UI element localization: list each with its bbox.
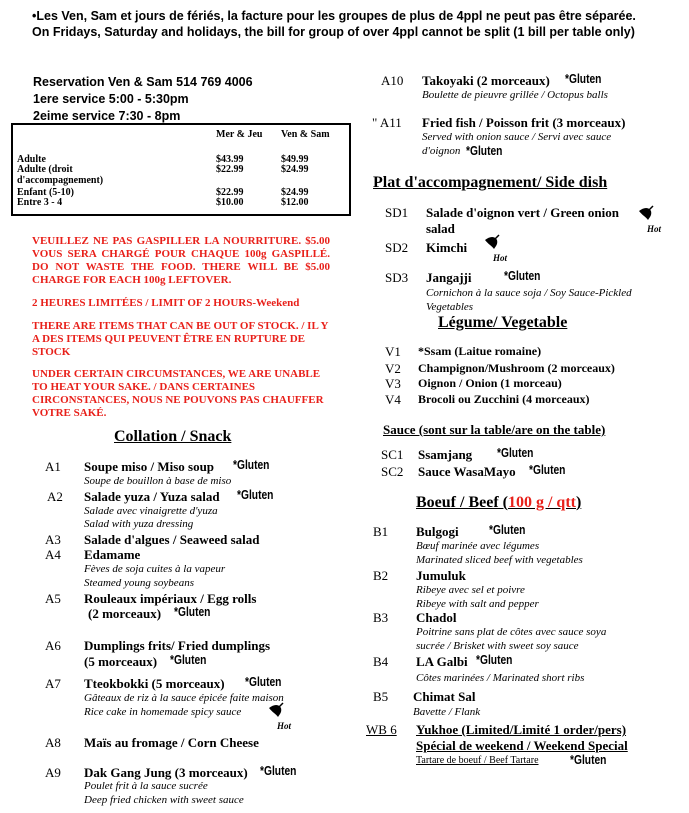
second-service: 2eime service 7:30 - 8pm xyxy=(33,109,181,123)
snack-heading: Collation / Snack xyxy=(114,428,232,445)
item-description: Rice cake in homemade spicy sauce xyxy=(84,706,242,718)
sake-warning: UNDER CERTAIN CIRCUMSTANCES, WE ARE UNABLE TO HEAT YOUR SAKE. / DANS CERTAINES CIRCONSTANCES, NOUS NE POUVONS PAS CHAUFFER VOTRE SAKÉ. xyxy=(32,368,324,419)
item-code: SD1 xyxy=(385,205,409,220)
item-description: Salade avec vinaigrette d'yuza xyxy=(84,505,218,517)
gluten-badge: *Gluten xyxy=(245,675,282,689)
item-name: Soupe miso / Miso soup xyxy=(84,459,215,474)
item-description: Cornichon à la sauce soja / Soy Sauce-Pickled xyxy=(426,287,632,299)
price-row-label: Adulte (droit d'accompagnement) xyxy=(17,164,104,186)
side-dish-heading: Plat d'accompagnement/ Side dish xyxy=(373,174,608,191)
price-value: $24.99 xyxy=(281,187,309,198)
item-name: Salade d'algues / Seaweed salad xyxy=(84,532,260,547)
beef-heading-quantity: 100 g / qtt xyxy=(507,494,576,511)
item-name: Tteokbokki (5 morceaux) xyxy=(84,676,225,691)
item-description: Boulette de pieuvre grillée / Octopus balls xyxy=(422,89,608,101)
gluten-badge: *Gluten xyxy=(504,269,541,283)
item-description: Steamed young soybeans xyxy=(84,577,194,589)
gluten-badge: *Gluten xyxy=(570,753,607,767)
item-description: Ribeye with salt and pepper xyxy=(416,598,539,610)
item-name: Maïs au fromage / Corn Cheese xyxy=(84,735,259,750)
item-code: B3 xyxy=(373,610,389,625)
notice-fr: •Les Ven, Sam et jours de fériés, la facture pour les groupes de plus de 4ppl ne peut pas être séparée. xyxy=(32,9,636,23)
item-description: Salad with yuza dressing xyxy=(84,518,194,530)
hot-label: Hot xyxy=(493,253,508,263)
item-description: Poitrine sans plat de côtes avec sauce soya xyxy=(416,626,607,638)
item-code: A2 xyxy=(47,489,63,504)
item-name: Bulgogi xyxy=(416,524,459,539)
gluten-badge: *Gluten xyxy=(170,653,207,667)
item-description: Fèves de soja cuites à la vapeur xyxy=(84,563,226,575)
item-code: A1 xyxy=(45,459,61,474)
item-name: Rouleaux impériaux / Egg rolls xyxy=(84,591,257,606)
price-value: $49.99 xyxy=(281,154,309,165)
first-service: 1ere service 5:00 - 5:30pm xyxy=(33,92,189,106)
item-description: Gâteaux de riz à la sauce épicée faite maison xyxy=(84,692,284,704)
item-name: Oignon / Onion (1 morceau) xyxy=(418,376,562,390)
sauce-heading: Sauce (sont sur la table/are on the table) xyxy=(383,422,606,437)
item-name: *Ssam (Laitue romaine) xyxy=(418,344,542,358)
notice-en: On Fridays, Saturday and holidays, the bill for group of over 4ppl cannot be split (1 bill per table only) xyxy=(32,25,635,39)
item-description: Marinated sliced beef with vegetables xyxy=(416,554,583,566)
item-name: Takoyaki (2 morceaux) xyxy=(422,73,550,88)
item-name-continued: (2 morceaux) xyxy=(88,606,162,621)
item-name: Brocoli ou Zucchini (4 morceaux) xyxy=(418,392,590,406)
item-description: Tartare de boeuf / Beef Tartare xyxy=(416,755,539,766)
beef-heading xyxy=(416,494,581,512)
reservation-info xyxy=(33,74,253,125)
price-row-label: Adulte xyxy=(17,154,46,165)
item-code: B4 xyxy=(373,654,389,669)
gluten-badge: *Gluten xyxy=(565,72,602,86)
item-description: Soupe de bouillon à base de miso xyxy=(84,475,232,487)
item-description: sucrée / Brisket with sweet soy sauce xyxy=(416,640,579,652)
gluten-badge: *Gluten xyxy=(466,144,503,158)
item-code: A3 xyxy=(45,532,61,547)
item-name: Ssamjang xyxy=(418,447,473,462)
price-value: $43.99 xyxy=(216,154,244,165)
item-description: d'oignon xyxy=(422,145,461,157)
gluten-badge: *Gluten xyxy=(233,458,270,472)
item-code: A8 xyxy=(45,735,61,750)
price-value: $22.99 xyxy=(216,187,244,198)
item-code: A6 xyxy=(45,638,61,653)
item-name: Champignon/Mushroom (2 morceaux) xyxy=(418,361,615,375)
item-name: Fried fish / Poisson frit (3 morceaux) xyxy=(422,115,626,130)
waste-warning: VEUILLEZ NE PAS GASPILLER LA NOURRITURE. $5.00 VOUS SERA CHARGÉ POUR CHAQUE 100g GASPILLÉ. DO NOT WASTE THE FOOD. THERE WILL BE $5.00 CHARGE FOR EACH 100g LEFTOVER. xyxy=(32,235,330,286)
item-code: A9 xyxy=(45,765,61,780)
item-name-continued: (5 morceaux) xyxy=(84,654,158,669)
item-code: B1 xyxy=(373,524,389,539)
price-col-weekend: Ven & Sam xyxy=(281,129,330,140)
gluten-badge: *Gluten xyxy=(489,523,526,537)
item-code: A5 xyxy=(45,591,61,606)
vegetable-heading: Légume/ Vegetable xyxy=(438,314,568,331)
price-col-weekday: Mer & Jeu xyxy=(216,129,263,140)
reservation-phone: Reservation Ven & Sam 514 769 4006 xyxy=(33,75,253,89)
item-description: Poulet frit à la sauce sucrée xyxy=(84,780,208,792)
item-code: SD3 xyxy=(385,270,409,285)
item-name: Yukhoe (Limited/Limité 1 order/pers) xyxy=(416,722,627,737)
beef-heading-text: Boeuf / Beef ( xyxy=(416,494,508,511)
price-table xyxy=(11,123,351,216)
item-code: " A11 xyxy=(372,115,402,130)
item-code: A4 xyxy=(45,547,61,562)
item-name: Jumuluk xyxy=(416,568,466,583)
hot-label: Hot xyxy=(277,721,292,731)
item-name: Dumplings frits/ Fried dumplings xyxy=(84,638,271,653)
price-value: $24.99 xyxy=(281,164,309,175)
item-name: Edamame xyxy=(84,547,141,562)
time-limit-warning: 2 HEURES LIMITÉES / LIMIT OF 2 HOURS-Weekend xyxy=(32,297,300,309)
item-code: V3 xyxy=(385,376,401,391)
item-code: SC2 xyxy=(381,464,404,479)
item-description: Served with onion sauce / Servi avec sauce xyxy=(422,131,612,143)
item-name: Salade yuza / Yuza salad xyxy=(84,489,220,504)
notice xyxy=(32,8,682,40)
item-description: Ribeye avec sel et poivre xyxy=(416,584,525,596)
item-name: Dak Gang Jung (3 morceaux) xyxy=(84,765,248,780)
item-code: B2 xyxy=(373,568,389,583)
price-row-label: Entre 3 - 4 xyxy=(17,197,63,208)
item-code: WB 6 xyxy=(366,722,397,737)
item-description: Bavette / Flank xyxy=(413,706,481,718)
item-description: Bœuf marinée avec légumes xyxy=(416,540,540,552)
price-value: $12.00 xyxy=(281,197,309,208)
price-value: $10.00 xyxy=(216,197,244,208)
item-code: V4 xyxy=(385,392,401,407)
item-code: A10 xyxy=(381,73,404,88)
hot-pepper-icon xyxy=(266,702,296,732)
stock-warning: THERE ARE ITEMS THAT CAN BE OUT OF STOCK. / IL Y A DES ITEMS QUI PEUVENT ÊTRE EN RUPTURE DE STOCK xyxy=(32,320,329,358)
gluten-badge: *Gluten xyxy=(476,653,513,667)
item-name: Chimat Sal xyxy=(413,689,476,704)
item-code: SC1 xyxy=(381,447,404,462)
hot-pepper-icon xyxy=(482,234,512,264)
gluten-badge: *Gluten xyxy=(237,488,274,502)
item-code: B5 xyxy=(373,689,389,704)
item-code: V1 xyxy=(385,344,401,359)
item-name: Sauce WasaMayo xyxy=(418,464,516,479)
item-name: Chadol xyxy=(416,610,457,625)
item-code: V2 xyxy=(385,361,401,376)
hot-label: Hot xyxy=(647,224,662,234)
item-description: Deep fried chicken with sweet sauce xyxy=(84,794,244,806)
item-name: Kimchi xyxy=(426,240,468,255)
item-name-continued: salad xyxy=(426,221,455,236)
price-row-label: Enfant (5-10) xyxy=(17,187,74,198)
gluten-badge: *Gluten xyxy=(529,463,566,477)
gluten-badge: *Gluten xyxy=(260,764,297,778)
hot-pepper-icon xyxy=(636,205,666,235)
item-description: Côtes marinées / Marinated short ribs xyxy=(416,672,585,684)
item-code: SD2 xyxy=(385,240,409,255)
price-value: $22.99 xyxy=(216,164,244,175)
item-description: Vegetables xyxy=(426,301,474,313)
gluten-badge: *Gluten xyxy=(497,446,534,460)
item-code: A7 xyxy=(45,676,61,691)
item-name: Jangajji xyxy=(426,270,472,285)
item-name: Salade d'oignon vert / Green onion xyxy=(426,205,619,220)
beef-heading-close: ) xyxy=(575,494,582,511)
item-name-continued: Spécial de weekend / Weekend Special xyxy=(416,738,628,753)
item-name: LA Galbi xyxy=(416,654,468,669)
gluten-badge: *Gluten xyxy=(174,605,211,619)
